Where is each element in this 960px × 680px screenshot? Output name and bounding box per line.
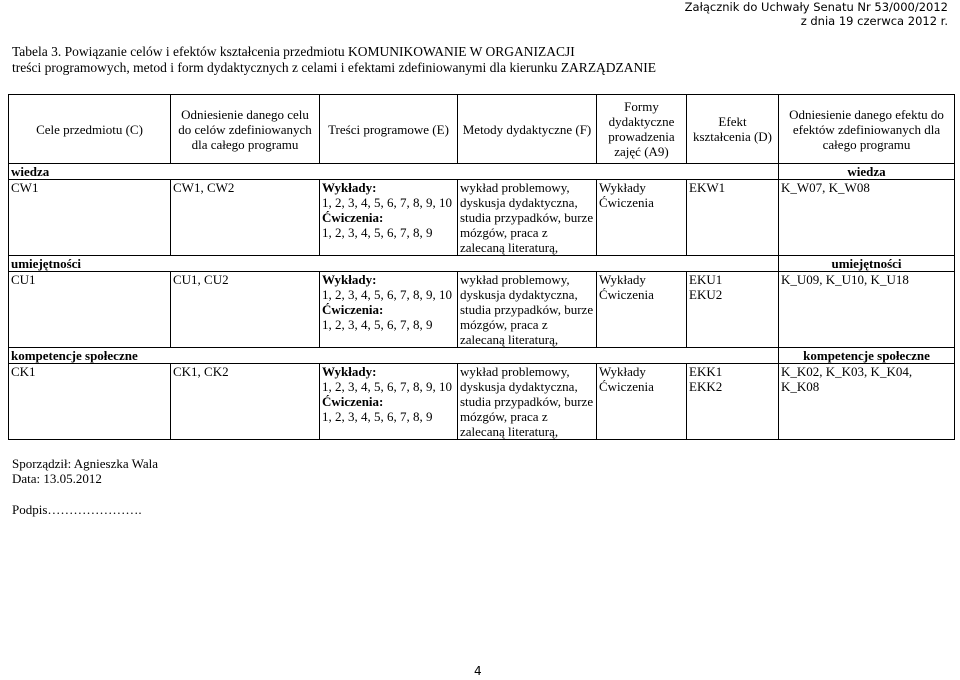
form-exercises: Ćwiczenia [599,195,654,210]
methods-cell: wykład problemowy, dyskusja dydaktyczna, studia przypadków, burze mózgów, praca z zalecaną literaturą, [458,272,597,348]
effect-code-2: EKK2 [689,379,723,394]
goal-reference-cell: CU1, CU2 [171,272,320,348]
effect-code-1: EKK1 [689,364,723,379]
effect-cell [687,272,779,348]
effect-code-1: EKW1 [689,180,726,195]
section-label: wiedza [9,164,779,180]
content-cell [320,180,458,256]
form-lectures: Wykłady [599,180,646,195]
header-row [9,95,955,164]
form-exercises: Ćwiczenia [599,287,654,302]
form-lectures: Wykłady [599,272,646,287]
table-title-line-1: Tabela 3. Powiązanie celów i efektów kształcenia przedmiotu KOMUNIKOWANIE W ORGANIZACJI [12,44,575,59]
section-row-knowledge [9,164,955,180]
section-label-right: wiedza [779,164,955,180]
effect-reference-cell: K_U09, K_U10, K_U18 [779,272,955,348]
goal-cell: CU1 [9,272,171,348]
header-effect: Efekt kształcenia (D) [687,95,779,164]
exercises-list: 1, 2, 3, 4, 5, 6, 7, 8, 9 [322,409,433,424]
table-row [9,180,955,256]
goals-effects-table [8,94,955,440]
effect-reference-cell: K_K02, K_K03, K_K04, K_K08 [779,364,955,440]
header-goals: Cele przedmiotu (C) [9,95,171,164]
section-label: kompetencje społeczne [9,348,779,364]
goal-reference-cell: CW1, CW2 [171,180,320,256]
table-title [12,44,656,76]
section-label-right: kompetencje społeczne [779,348,955,364]
exercises-list: 1, 2, 3, 4, 5, 6, 7, 8, 9 [322,317,433,332]
effect-cell [687,364,779,440]
effect-code-1: EKU1 [689,272,723,287]
goal-reference-cell: CK1, CK2 [171,364,320,440]
table-row [9,272,955,348]
page-number: 4 [474,664,482,678]
effect-reference-cell: K_W07, K_W08 [779,180,955,256]
forms-cell [597,180,687,256]
table-title-line-2: treści programowych, metod i form dydaktycznych z celami i efektami zdefiniowanymi dla kierunku ZARZĄDZANIE [12,60,657,75]
footer-date: Data: 13.05.2012 [12,471,102,486]
effect-cell [687,180,779,256]
section-label: umiejętności [9,256,779,272]
header-forms: Formy dydaktyczne prowadzenia zajęć (A9) [597,95,687,164]
attachment-line-2: z dnia 19 czerwca 2012 r. [800,14,948,28]
attachment-note [685,0,948,28]
footer-signature: Podpis…………………. [12,502,142,517]
footer-prepared-by: Sporządził: Agnieszka Wala [12,456,159,471]
lectures-label: Wykłady: [322,364,377,379]
table-row [9,364,955,440]
section-row-skills [9,256,955,272]
lectures-list: 1, 2, 3, 4, 5, 6, 7, 8, 9, 10 [322,379,452,394]
section-row-social-competences [9,348,955,364]
form-lectures: Wykłady [599,364,646,379]
goal-cell: CK1 [9,364,171,440]
lectures-label: Wykłady: [322,272,377,287]
exercises-list: 1, 2, 3, 4, 5, 6, 7, 8, 9 [322,225,433,240]
header-methods: Metody dydaktyczne (F) [458,95,597,164]
lectures-list: 1, 2, 3, 4, 5, 6, 7, 8, 9, 10 [322,287,452,302]
methods-cell: wykład problemowy, dyskusja dydaktyczna, studia przypadków, burze mózgów, praca z zalecaną literaturą, [458,364,597,440]
effect-code-2: EKU2 [689,287,723,302]
methods-cell: wykład problemowy, dyskusja dydaktyczna, studia przypadków, burze mózgów, praca z zalecaną literaturą, [458,180,597,256]
exercises-label: Ćwiczenia: [322,394,384,409]
forms-cell [597,364,687,440]
lectures-list: 1, 2, 3, 4, 5, 6, 7, 8, 9, 10 [322,195,452,210]
goal-cell: CW1 [9,180,171,256]
forms-cell [597,272,687,348]
exercises-label: Ćwiczenia: [322,210,384,225]
exercises-label: Ćwiczenia: [322,302,384,317]
attachment-line-1: Załącznik do Uchwały Senatu Nr 53/000/2012 [684,0,948,14]
header-effect-reference: Odniesienie danego efektu do efektów zdefiniowanych dla całego programu [779,95,955,164]
lectures-label: Wykłady: [322,180,377,195]
header-content: Treści programowe (E) [320,95,458,164]
section-label-right: umiejętności [779,256,955,272]
header-goal-reference: Odniesienie danego celu do celów zdefiniowanych dla całego programu [171,95,320,164]
content-cell [320,272,458,348]
content-cell [320,364,458,440]
form-exercises: Ćwiczenia [599,379,654,394]
